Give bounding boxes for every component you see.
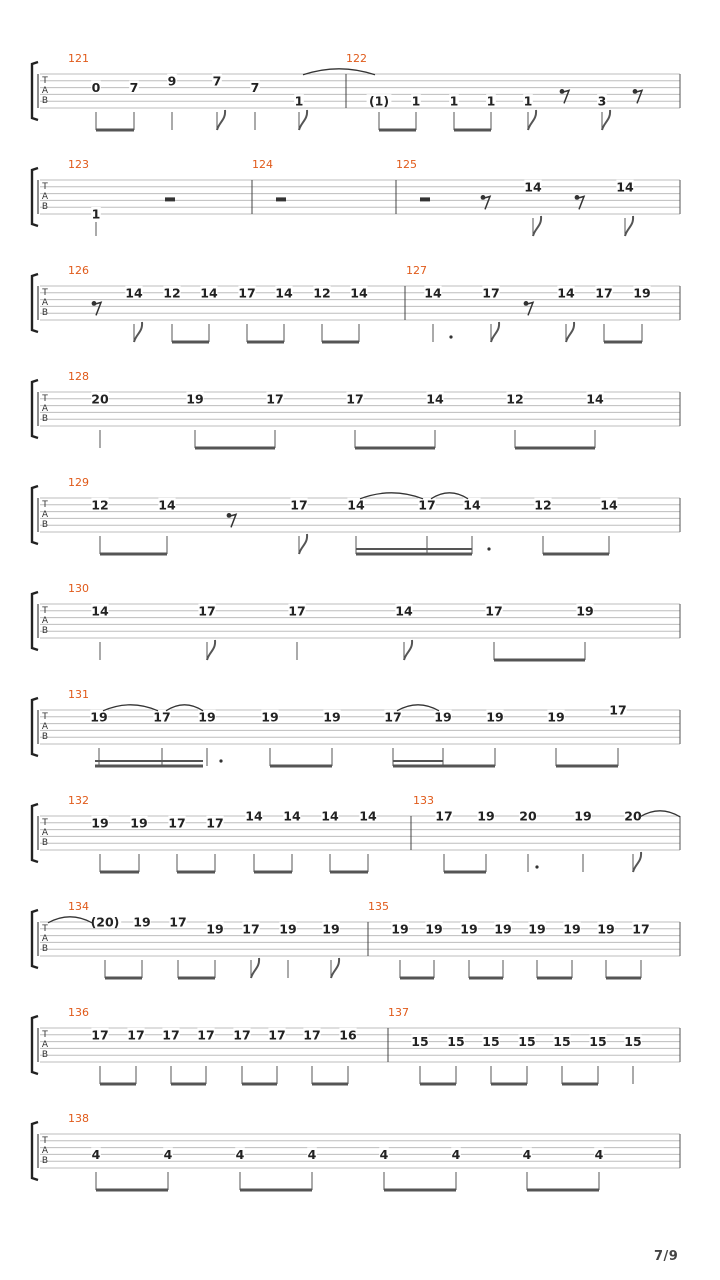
tab-note: 14	[600, 497, 618, 513]
note-flag	[528, 110, 536, 130]
tab-note: 19	[91, 815, 109, 831]
system-bracket	[32, 910, 38, 968]
tab-note: 17	[609, 702, 627, 718]
tab-note: 4	[163, 1146, 173, 1162]
tab-note: 7	[129, 80, 139, 96]
tab-clef-letter: T	[42, 182, 48, 192]
tab-note: 20	[91, 391, 109, 407]
tab-note: 4	[594, 1146, 604, 1162]
tab-clef-letter: T	[42, 394, 48, 404]
tab-note: 15	[482, 1034, 500, 1050]
tab-note: 17	[168, 815, 186, 831]
tab-note: 4	[451, 1146, 461, 1162]
tab-note: 7	[250, 80, 260, 96]
note-flag	[533, 216, 541, 236]
tab-note: 19	[133, 914, 151, 930]
tab-note: 19	[434, 709, 452, 725]
tab-clef-letter: B	[41, 838, 49, 848]
tab-note: 14	[245, 808, 263, 824]
measure-number: 137	[388, 1006, 409, 1019]
tab-note: (20)	[90, 914, 120, 930]
tab-note: 19	[576, 603, 594, 619]
note-flag	[625, 216, 633, 236]
augmentation-dot	[219, 759, 222, 762]
tab-clef-letter: A	[41, 934, 49, 944]
tab-clef-letter: A	[41, 510, 49, 520]
tab-note: 15	[624, 1034, 642, 1050]
tab-note: 19	[528, 921, 546, 937]
tab-note: 1	[449, 93, 459, 109]
system-bracket	[32, 62, 38, 120]
tab-clef-letter: A	[41, 828, 49, 838]
tab-note: 17	[435, 808, 453, 824]
system-bracket	[32, 804, 38, 862]
measure-number: 134	[68, 900, 89, 913]
tab-note: 17	[266, 391, 284, 407]
tab-note: 15	[518, 1034, 536, 1050]
tab-note: 19	[633, 285, 651, 301]
tab-clef-letter: T	[42, 1030, 48, 1040]
tab-note: 17	[127, 1027, 145, 1043]
tab-note: 17	[238, 285, 256, 301]
tab-note: 19	[460, 921, 478, 937]
page-number: 7/9	[654, 1249, 679, 1264]
tab-note: 14	[125, 285, 143, 301]
tab-clef-letter: B	[41, 202, 49, 212]
tab-note: 19	[323, 709, 341, 725]
tab-note: 14	[321, 808, 339, 824]
tab-clef-letter: B	[41, 944, 49, 954]
tab-clef-letter: T	[42, 500, 48, 510]
tab-note: 20	[519, 808, 537, 824]
tab-note: 1	[294, 93, 304, 109]
tab-note: 15	[411, 1034, 429, 1050]
system-bracket	[32, 380, 38, 438]
tab-note: 19	[186, 391, 204, 407]
tab-note: 17	[346, 391, 364, 407]
tab-note: 19	[563, 921, 581, 937]
tab-note: 14	[275, 285, 293, 301]
tab-note: 14	[557, 285, 575, 301]
note-flag	[251, 958, 259, 978]
tab-note: 1	[486, 93, 496, 109]
tab-note: 20	[624, 808, 642, 824]
half-rest	[420, 197, 430, 201]
tab-clef-letter: A	[41, 298, 49, 308]
tab-note: 4	[91, 1146, 101, 1162]
measure-number: 133	[413, 794, 434, 807]
tab-note: 4	[235, 1146, 245, 1162]
system-bracket	[32, 486, 38, 544]
tab-clef-letter: T	[42, 924, 48, 934]
tab-clef-letter: B	[41, 626, 49, 636]
tab-note: 17	[482, 285, 500, 301]
tab-note: 12	[534, 497, 552, 513]
tab-clef-letter: T	[42, 712, 48, 722]
measure-number: 135	[368, 900, 389, 913]
tab-note: 14	[463, 497, 481, 513]
tab-clef-letter: B	[41, 96, 49, 106]
system-bracket	[32, 274, 38, 332]
tab-note: 19	[322, 921, 340, 937]
tab-note: 17	[268, 1027, 286, 1043]
tab-note: 15	[589, 1034, 607, 1050]
tab-clef-letter: A	[41, 1146, 49, 1156]
tab-note: 9	[167, 73, 177, 89]
tab-clef-letter: A	[41, 86, 49, 96]
system-bracket	[32, 1016, 38, 1074]
tab-note: 19	[547, 709, 565, 725]
tab-note: 17	[233, 1027, 251, 1043]
note-flag	[207, 640, 215, 660]
tab-note: 19	[198, 709, 216, 725]
system-bracket	[32, 168, 38, 226]
tab-note: 17	[384, 709, 402, 725]
tab-note: 14	[283, 808, 301, 824]
note-flag	[299, 534, 307, 554]
measure-number: 124	[252, 158, 273, 171]
tab-note: 17	[290, 497, 308, 513]
measure-number: 122	[346, 52, 367, 65]
measure-number: 136	[68, 1006, 89, 1019]
system-bracket	[32, 592, 38, 650]
note-flag	[299, 110, 307, 130]
tab-clef-letter: B	[41, 308, 49, 318]
tab-clef-letter: T	[42, 606, 48, 616]
tab-note: 19	[597, 921, 615, 937]
tab-clef-letter: B	[41, 1050, 49, 1060]
tab-note: 12	[91, 497, 109, 513]
tab-note: 16	[339, 1027, 357, 1043]
tab-note: 14	[524, 179, 542, 195]
note-flag	[404, 640, 412, 660]
tab-note: 17	[153, 709, 171, 725]
system-bracket	[32, 698, 38, 756]
half-rest	[165, 197, 175, 201]
tab-note: 14	[359, 808, 377, 824]
tab-note: 19	[130, 815, 148, 831]
tab-note: 14	[200, 285, 218, 301]
tab-note: 14	[424, 285, 442, 301]
measure-number: 138	[68, 1112, 89, 1125]
tab-note: 17	[418, 497, 436, 513]
tab-note: 14	[91, 603, 109, 619]
note-flag	[602, 110, 610, 130]
tab-clef-letter: T	[42, 288, 48, 298]
tab-note: 17	[206, 815, 224, 831]
measure-number: 128	[68, 370, 89, 383]
tab-clef-letter: A	[41, 192, 49, 202]
tab-clef-letter: B	[41, 520, 49, 530]
tab-note: 4	[307, 1146, 317, 1162]
tab-clef-letter: A	[41, 404, 49, 414]
tab-note: 4	[522, 1146, 532, 1162]
tab-note: 19	[90, 709, 108, 725]
measure-number: 125	[396, 158, 417, 171]
tab-note: 19	[279, 921, 297, 937]
tab-note: 15	[553, 1034, 571, 1050]
tab-note: 12	[163, 285, 181, 301]
tab-clef-letter: A	[41, 616, 49, 626]
tab-note: 19	[494, 921, 512, 937]
augmentation-dot	[535, 865, 538, 868]
note-flag	[134, 322, 142, 342]
tab-note: 17	[632, 921, 650, 937]
tab-clef-letter: T	[42, 818, 48, 828]
tab-note: 19	[261, 709, 279, 725]
measure-number: 131	[68, 688, 89, 701]
tab-note: 19	[391, 921, 409, 937]
tab-clef-letter: T	[42, 1136, 48, 1146]
tab-clef-letter: T	[42, 76, 48, 86]
tab-note: 14	[395, 603, 413, 619]
tab-note: 7	[212, 73, 222, 89]
half-rest	[276, 197, 286, 201]
tab-note: (1)	[368, 93, 390, 109]
tab-note: 1	[411, 93, 421, 109]
measure-number: 132	[68, 794, 89, 807]
tab-note: 19	[425, 921, 443, 937]
measure-number: 123	[68, 158, 89, 171]
tab-note: 14	[586, 391, 604, 407]
measure-number: 127	[406, 264, 427, 277]
tab-note: 14	[158, 497, 176, 513]
measure-number: 130	[68, 582, 89, 595]
augmentation-dot	[487, 547, 490, 550]
tab-note: 0	[91, 80, 101, 96]
tab-note: 12	[506, 391, 524, 407]
system-bracket	[32, 1122, 38, 1180]
tab-note: 17	[91, 1027, 109, 1043]
tab-note: 14	[350, 285, 368, 301]
tab-note: 19	[206, 921, 224, 937]
tab-note: 17	[169, 914, 187, 930]
tab-note: 12	[313, 285, 331, 301]
measure-number: 129	[68, 476, 89, 489]
augmentation-dot	[449, 335, 452, 338]
tab-clef-letter: A	[41, 1040, 49, 1050]
tab-clef-letter: A	[41, 722, 49, 732]
note-flag	[217, 110, 225, 130]
tab-note: 3	[597, 93, 607, 109]
note-flag	[491, 322, 499, 342]
tab-clef-letter: B	[41, 414, 49, 424]
tab-note: 19	[477, 808, 495, 824]
tab-note: 1	[523, 93, 533, 109]
tab-note: 17	[242, 921, 260, 937]
tab-note: 1	[91, 206, 101, 222]
note-flag	[633, 852, 641, 872]
tab-note: 19	[486, 709, 504, 725]
tab-note: 14	[616, 179, 634, 195]
measure-number: 126	[68, 264, 89, 277]
tab-clef-letter: B	[41, 1156, 49, 1166]
tab-note: 14	[426, 391, 444, 407]
tab-clef-letter: B	[41, 732, 49, 742]
tab-note: 17	[485, 603, 503, 619]
tab-note: 17	[198, 603, 216, 619]
tab-note: 17	[162, 1027, 180, 1043]
tab-note: 17	[303, 1027, 321, 1043]
note-flag	[331, 958, 339, 978]
tab-note: 17	[595, 285, 613, 301]
note-flag	[566, 322, 574, 342]
tab-note: 17	[288, 603, 306, 619]
tab-note: 14	[347, 497, 365, 513]
tab-note: 19	[574, 808, 592, 824]
tab-note: 4	[379, 1146, 389, 1162]
tab-note: 17	[197, 1027, 215, 1043]
tab-note: 15	[447, 1034, 465, 1050]
measure-number: 121	[68, 52, 89, 65]
